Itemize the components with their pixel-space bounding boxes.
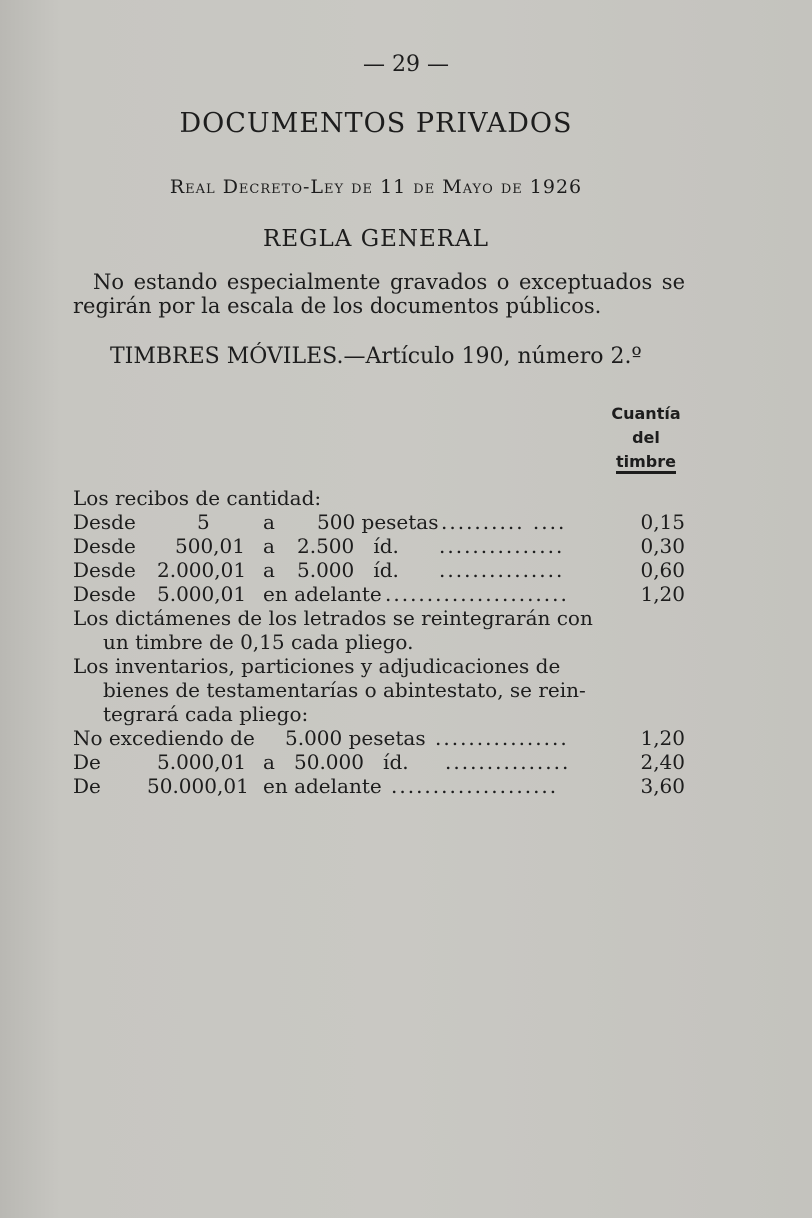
- inventarios-text-line1: Los inventarios, particiones y adjudicaciones de: [73, 654, 561, 678]
- column-header-line1: Cuantía: [611, 404, 681, 423]
- row-from: 5: [197, 510, 210, 534]
- intro-paragraph: No estando especialmente gravados o exceptuados se regirán por la escala de los documentos públicos.: [73, 270, 685, 318]
- row-amount: 0,60: [640, 558, 685, 582]
- leader-dots: ....................: [391, 774, 559, 798]
- row-label: De: [73, 774, 101, 798]
- row-amount: 0,15: [640, 510, 685, 534]
- table-row: [73, 582, 685, 606]
- row-from: 2.000,01: [157, 558, 247, 582]
- table-row: [73, 774, 685, 798]
- section-heading: REGLA GENERAL: [263, 226, 489, 252]
- row-to: 500 pesetas: [317, 510, 439, 534]
- leader-dots: ...............: [439, 558, 565, 582]
- table-row: [73, 534, 685, 558]
- leader-dots: ...............: [439, 534, 565, 558]
- row-from: 50.000,01: [147, 774, 249, 798]
- row-from: 5.000 pesetas: [285, 726, 426, 750]
- row-sep: a: [263, 534, 275, 558]
- row-amount: 2,40: [640, 750, 685, 774]
- column-header-line3: timbre: [616, 452, 676, 471]
- row-sep: a: [263, 510, 275, 534]
- row-amount: 0,30: [640, 534, 685, 558]
- table-row: [73, 726, 685, 750]
- table-row: [73, 750, 685, 774]
- dictamenes-text-line2: un timbre de 0,15 cada pliego.: [103, 630, 414, 654]
- timbres-heading: TIMBRES MÓVILES.—Artículo 190, número 2.º: [110, 344, 642, 369]
- row-label: Desde: [73, 582, 136, 606]
- row-to: en adelante: [263, 774, 382, 798]
- inventarios-text-line2: bienes de testamentarías o abintestato, se rein-: [103, 678, 586, 702]
- row-label: Desde: [73, 558, 136, 582]
- amount-column-header: [596, 402, 696, 474]
- row-sep: a: [263, 558, 275, 582]
- leader-dots: .......... ....: [441, 510, 567, 534]
- row-to: 2.500 íd.: [297, 534, 399, 558]
- row-sep: en adelante: [263, 582, 382, 606]
- row-label: Desde: [73, 510, 136, 534]
- table-row: [73, 558, 685, 582]
- row-amount: 3,60: [640, 774, 685, 798]
- row-label: Desde: [73, 534, 136, 558]
- page-title: DOCUMENTOS PRIVADOS: [179, 108, 573, 139]
- table-row: [73, 510, 685, 534]
- page-number: — 29 —: [363, 52, 449, 77]
- leader-dots: ......................: [385, 582, 569, 606]
- inventarios-text-line3: tegrará cada pliego:: [103, 702, 309, 726]
- leader-dots: ...............: [445, 750, 571, 774]
- row-from: 5.000,01: [157, 582, 247, 606]
- row-to: 5.000 íd.: [297, 558, 399, 582]
- row-label: De: [73, 750, 101, 774]
- row-from: 5.000,01: [157, 750, 247, 774]
- row-label: No excediendo de: [73, 726, 255, 750]
- row-from: 500,01: [175, 534, 245, 558]
- leader-dots: ................: [435, 726, 569, 750]
- recibos-heading: Los recibos de cantidad:: [73, 486, 322, 510]
- row-to: a 50.000 íd.: [263, 750, 409, 774]
- row-amount: 1,20: [640, 726, 685, 750]
- decree-subtitle: Real Decreto-Ley de 11 de Mayo de 1926: [169, 176, 583, 198]
- row-amount: 1,20: [640, 582, 685, 606]
- dictamenes-text-line1: Los dictámenes de los letrados se reintegrarán con: [73, 606, 593, 630]
- column-header-line2: del: [632, 428, 660, 447]
